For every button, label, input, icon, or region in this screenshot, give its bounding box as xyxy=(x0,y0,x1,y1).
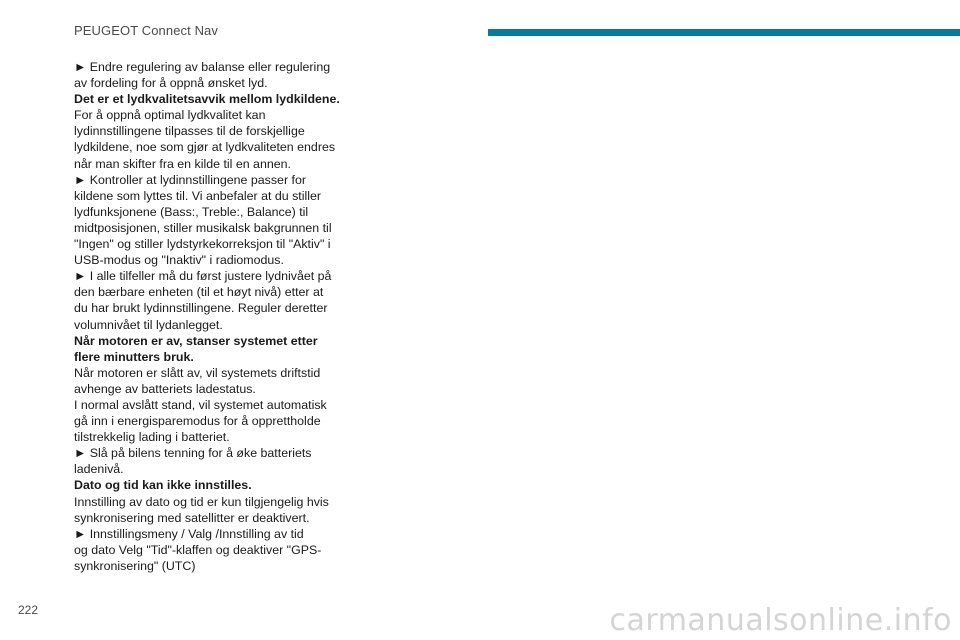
watermark-text: carmanualsonline.info xyxy=(609,603,952,638)
text-line: ► Innstillingsmeny / Valg /Innstilling av tid xyxy=(74,526,304,541)
text-line: ► Slå på bilens tenning for å øke batteriets xyxy=(74,446,312,461)
text-line: og dato Velg "Tid"-klaffen og deaktiver "GPS- xyxy=(74,542,322,557)
text-line: Når motoren er slått av, vil systemets driftstid xyxy=(74,365,321,380)
text-line: når man skifter fra en kilde til en annen. xyxy=(74,156,291,171)
text-line: du har brukt lydinnstillingene. Reguler deretter xyxy=(74,301,328,316)
text-line: avhenge av batteriets ladestatus. xyxy=(74,381,256,396)
text-line: volumnivået til lydanlegget. xyxy=(74,317,223,332)
text-line: lydkildene, noe som gjør at lydkvaliteten endres xyxy=(74,140,336,155)
heading-line: Dato og tid kan ikke innstilles. xyxy=(74,478,252,493)
text-line: midtposisjonen, stiller musikalsk bakgrunnen til xyxy=(74,220,332,235)
text-line: ► Kontroller at lydinnstillingene passer for xyxy=(74,172,306,187)
page-number: 222 xyxy=(18,603,39,617)
text-line: Innstilling av dato og tid er kun tilgjengelig hvis xyxy=(74,494,329,509)
heading-line: Det er et lydkvalitetsavvik mellom lydkildene. xyxy=(74,92,340,107)
text-line: ► I alle tilfeller må du først justere lydnivået på xyxy=(74,269,332,284)
text-line: lydinnstillingene tilpasses til de forskjellige xyxy=(74,124,305,139)
header-title: PEUGEOT Connect Nav xyxy=(74,23,218,38)
text-line: For å oppnå optimal lydkvalitet kan xyxy=(74,108,266,123)
text-line: synkronisering med satellitter er deaktivert. xyxy=(74,510,310,525)
header-accent-bar xyxy=(488,29,960,36)
text-line: den bærbare enheten (til et høyt nivå) etter at xyxy=(74,285,324,300)
text-line: I normal avslått stand, vil systemet automatisk xyxy=(74,397,327,412)
heading-line: flere minutters bruk. xyxy=(74,349,194,364)
text-line: USB-modus og "Inaktiv" i radiomodus. xyxy=(74,253,284,268)
text-line: gå inn i energisparemodus for å opprettholde xyxy=(74,414,321,429)
text-line: kildene som lyttes til. Vi anbefaler at du stiller xyxy=(74,188,322,203)
heading-line: Når motoren er av, stanser systemet etter xyxy=(74,333,318,348)
manual-text-column xyxy=(74,59,364,574)
text-line: "Ingen" og stiller lydstyrkekorreksjon til "Aktiv" i xyxy=(74,237,331,252)
text-line: ► Endre regulering av balanse eller regulering xyxy=(74,60,331,74)
text-line: ladenivå. xyxy=(74,462,124,477)
text-line: synkronisering" (UTC) xyxy=(74,558,196,573)
text-line: av fordeling for å oppnå ønsket lyd. xyxy=(74,76,268,91)
text-line: tilstrekkelig lading i batteriet. xyxy=(74,430,230,445)
text-line: lydfunksjonene (Bass:, Treble:, Balance) til xyxy=(74,204,309,219)
